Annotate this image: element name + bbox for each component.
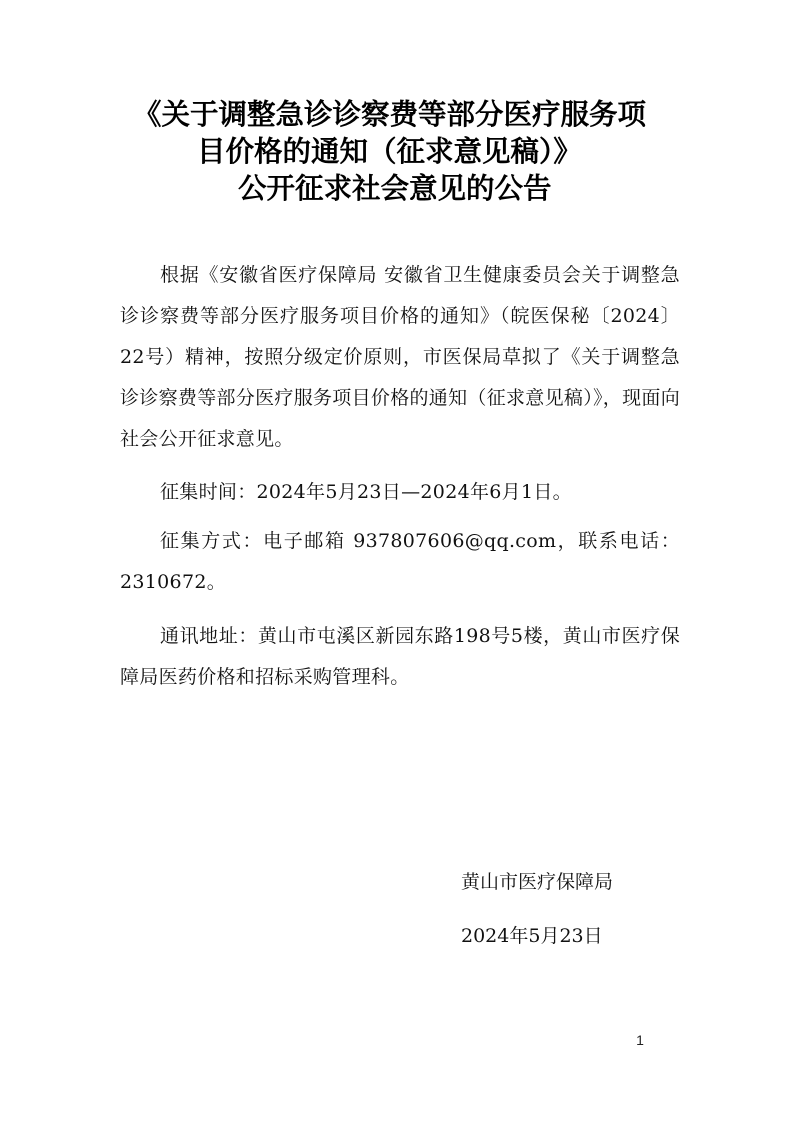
paragraph-collection-period: 征集时间：2024年5月23日—2024年6月1日。 [160,481,572,503]
page-number: 1 [636,1032,644,1048]
signature-date: 2024年5月23日 [461,925,603,947]
document-title [100,96,700,207]
paragraph-basis: 根据《安徽省医疗保障局 安徽省卫生健康委员会关于调整急诊诊察费等部分医疗服务项目价格的通知》（皖医保秘〔2024〕22号）精神，按照分级定价原则，市医保局草拟了《关于调整急诊诊察费等部分医疗服务项目价格的通知（征求意见稿）》，现面向社会公开征求意见。 [120,264,681,450]
title-line-2: 目价格的通知（征求意见稿）》 [197,135,582,168]
title-line-1: 《关于调整急诊诊察费等部分医疗服务项 [133,98,647,131]
title-line-3: 公开征求社会意见的公告 [238,172,552,205]
signature-organization: 黄山市医疗保障局 [461,871,614,893]
paragraph-mailing-address: 通讯地址：黄山市屯溪区新园东路198号5楼，黄山市医疗保障局医药价格和招标采购管理科。 [120,625,680,688]
paragraph-contact-method: 征集方式：电子邮箱 937807606@qq.com，联系电话：2310672。 [120,530,680,593]
